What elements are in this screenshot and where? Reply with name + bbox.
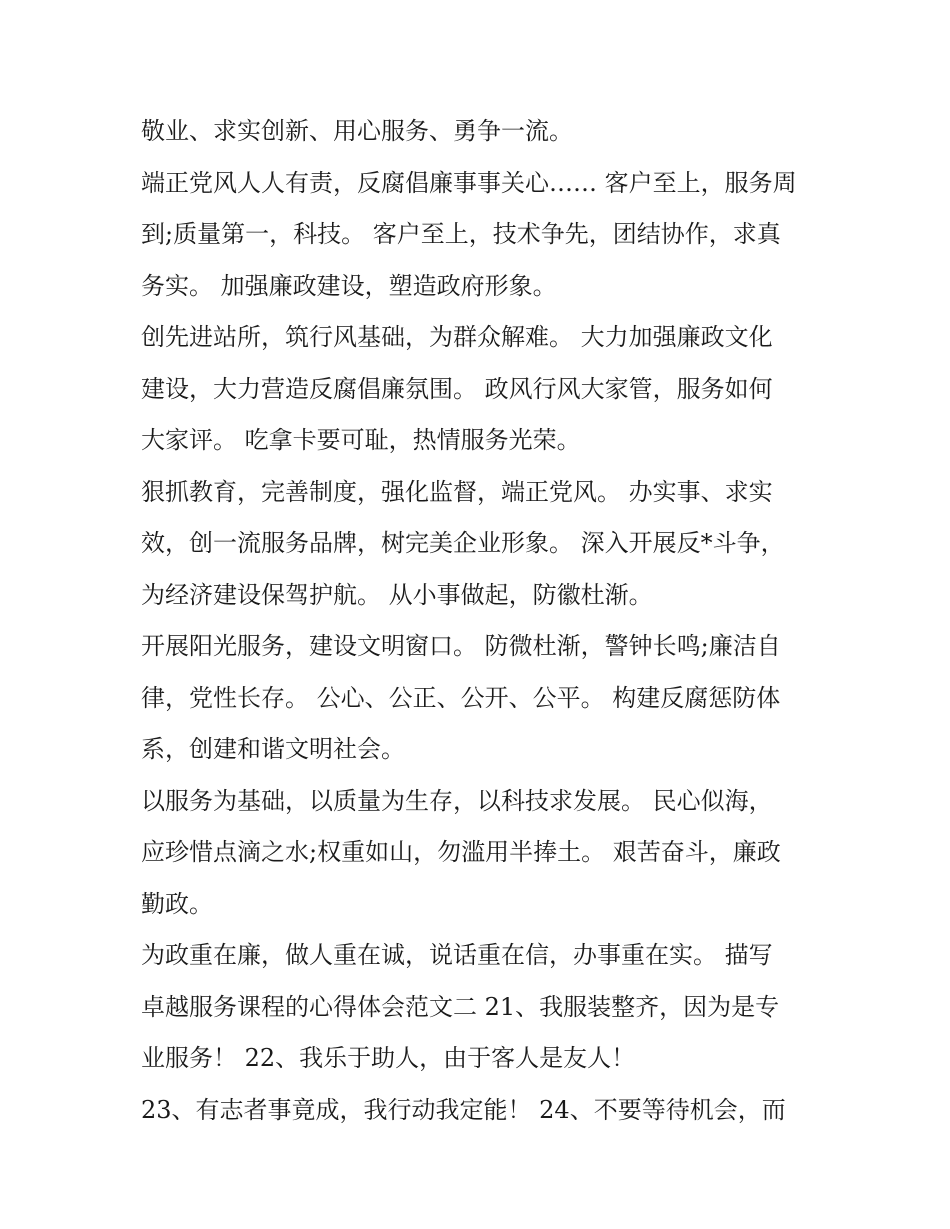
text-line-3: 到;质量第一，科技。 客户至上，技术争先，团结协作，求真 bbox=[141, 220, 781, 248]
document-body bbox=[141, 106, 813, 1136]
text-line-10: 为经济建设保驾护航。 从小事做起，防徽杜渐。 bbox=[141, 580, 653, 609]
text-line-17: 为政重在廉，做人重在诚，说话重在信，办事重在实。 描写 bbox=[141, 941, 773, 969]
text-line-11: 开展阳光服务，建设文明窗口。 防微杜渐，警钟长鸣;廉洁自 bbox=[141, 632, 781, 660]
text-line-7: 大家评。 吃拿卡要可耻，热情服务光荣。 bbox=[141, 426, 581, 454]
text-line-16: 勤政。 bbox=[141, 889, 213, 918]
text-line-15: 应珍惜点滴之水;权重如山，勿滥用半捧土。 艰苦奋斗，廉政 bbox=[141, 838, 781, 866]
text-line-1: 敬业、求实创新、用心服务、勇争一流。 bbox=[141, 117, 573, 145]
text-line-5: 创先进站所，筑行风基础，为群众解难。 大力加强廉政文化 bbox=[141, 323, 773, 351]
text-line-18: 卓越服务课程的心得体会范文二 21、我服装整齐，因为是专 bbox=[141, 992, 780, 1021]
text-line-8: 狠抓教育，完善制度，强化监督，端正党风。 办实事、求实 bbox=[141, 477, 773, 506]
text-line-9: 效，创一流服务品牌，树完美企业形象。 深入开展反*斗争， bbox=[141, 529, 785, 557]
text-line-4: 务实。 加强廉政建设，塑造政府形象。 bbox=[141, 271, 557, 300]
text-line-19: 业服务！ 22、我乐于助人，由于客人是友人！ bbox=[141, 1044, 636, 1072]
text-line-13: 系，创建和谐文明社会。 bbox=[141, 735, 405, 763]
text-line-20: 23、有志者事竟成，我行动我定能！ 24、不要等待机会，而 bbox=[141, 1095, 786, 1124]
text-line-12: 律，党性长存。 公心、公正、公开、公平。 构建反腐惩防体 bbox=[141, 683, 781, 712]
text-line-6: 建设，大力营造反腐倡廉氛围。 政风行风大家管，服务如何 bbox=[141, 374, 773, 403]
text-line-14: 以服务为基础，以质量为生存，以科技求发展。 民心似海， bbox=[141, 786, 773, 815]
text-line-2: 端正党风人人有责，反腐倡廉事事关心…… 客户至上，服务周 bbox=[141, 168, 797, 197]
